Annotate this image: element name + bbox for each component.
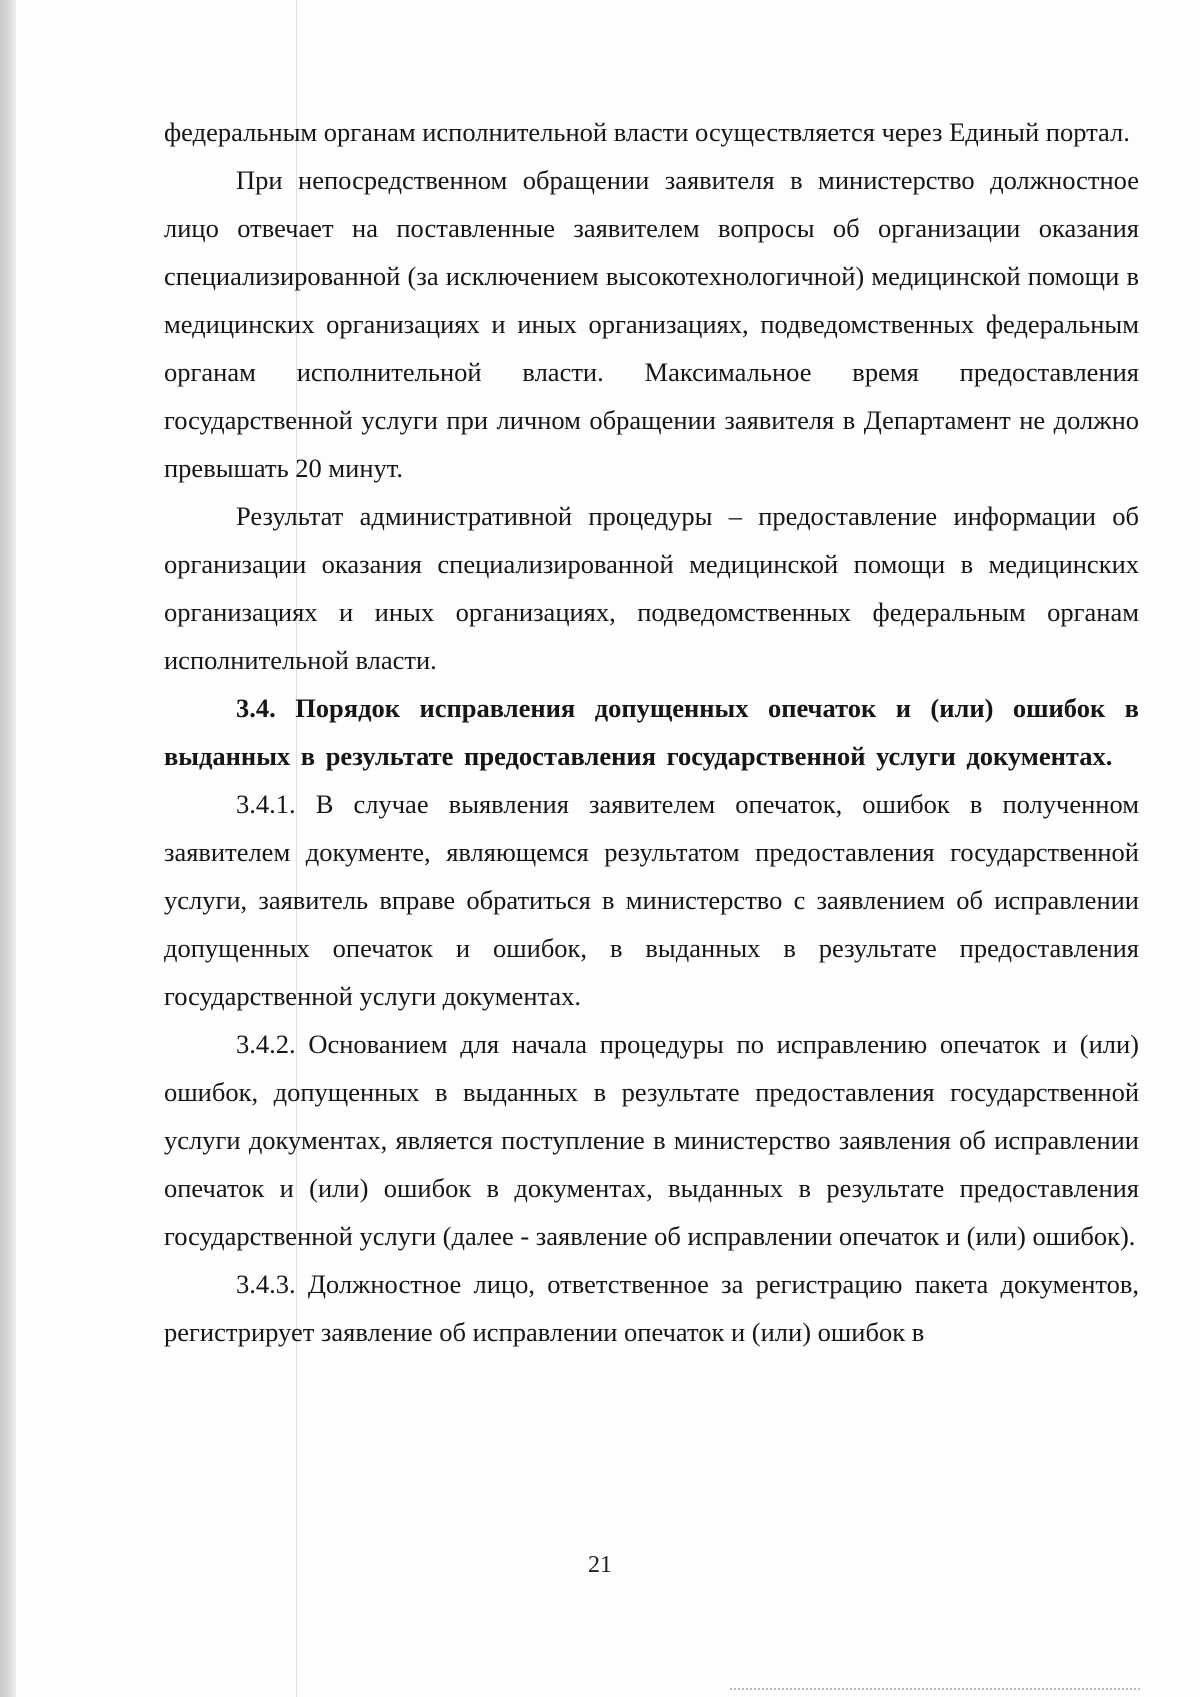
section-heading-3-4: 3.4. Порядок исправления допущенных опечаток и (или) ошибок в выданных в результате предоставления государственной услуги документах. (164, 693, 1139, 771)
paragraph-portal: федеральным органам исполнительной власти осуществляется через Единый портал. (164, 117, 1130, 147)
scan-edge-shadow (0, 0, 16, 1697)
paragraph-direct-appeal: При непосредственном обращении заявителя в министерство должностное лицо отвечает на поставленные заявителем вопросы об организации оказания специализированной (за исключением высокотехнологичной) медицинской помощи в медицинских организациях и иных организациях, подведомственных федеральным органам исполнительной власти. Максимальное время предоставления государственной услуги при личном обращении заявителя в Департамент не должно превышать 20 минут. (164, 165, 1139, 483)
paragraph-3-4-2: 3.4.2. Основанием для начала процедуры по исправлению опечаток и (или) ошибок, допущенных в выданных в результате предоставления государственной услуги документах, является поступление в министерство заявления об исправлении опечаток и (или) ошибок в документах, выданных в результате предоставления государственной услуги (далее - заявление об исправлении опечаток и (или) ошибок). (164, 1029, 1139, 1251)
document-body (164, 108, 1139, 1356)
scan-bottom-marks (730, 1688, 1140, 1692)
page-number: 21 (588, 1552, 612, 1578)
paragraph-3-4-1: 3.4.1. В случае выявления заявителем опечаток, ошибок в полученном заявителем документе, являющемся результатом предоставления государственной услуги, заявитель вправе обратиться в министерство с заявлением об исправлении допущенных опечаток и ошибок, в выданных в результате предоставления государственной услуги документах. (164, 789, 1139, 1011)
paragraph-3-4-3: 3.4.3. Должностное лицо, ответственное за регистрацию пакета документов, регистрирует заявление об исправлении опечаток и (или) ошибок в (164, 1269, 1139, 1347)
paragraph-procedure-result: Результат административной процедуры – предоставление информации об организации оказания специализированной медицинской помощи в медицинских организациях и иных организациях, подведомственных федеральным органам исполнительной власти. (164, 501, 1139, 675)
